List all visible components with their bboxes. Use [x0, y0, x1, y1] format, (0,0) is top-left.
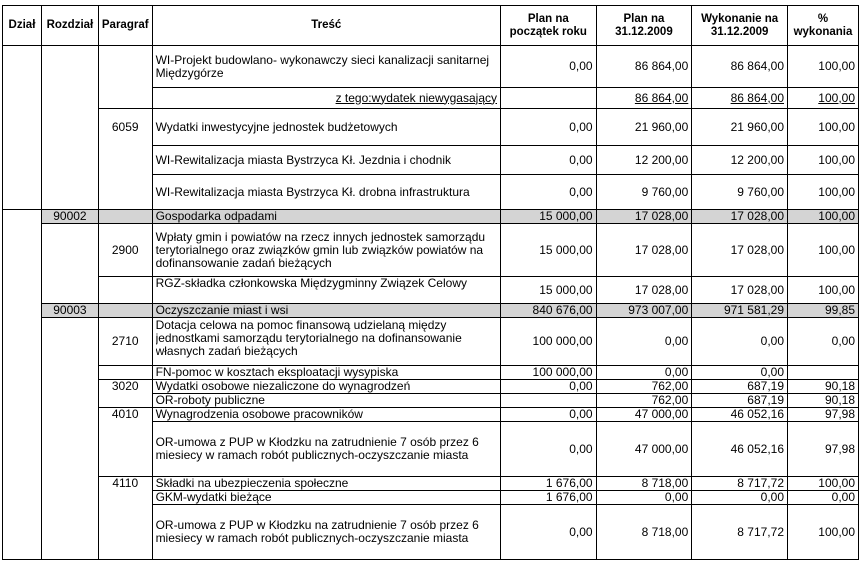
cell-tresc: Oczyszczanie miast i wsi: [152, 304, 500, 318]
cell-wykonanie: 17 028,00: [692, 210, 788, 224]
cell-plan-end: 762,00: [596, 394, 692, 408]
table-row: [3, 277, 859, 304]
cell-wykonanie: 21 960,00: [692, 109, 788, 146]
cell-rozdzial: 90002: [41, 210, 98, 224]
table-row-section: [3, 304, 859, 318]
cell-plan-start: 15 000,00: [501, 277, 597, 304]
cell-procent: 100,00: [788, 224, 859, 277]
cell-plan-start: 15 000,00: [501, 210, 597, 224]
cell-dzial: [3, 210, 42, 224]
cell-wykonanie: 86 864,00: [692, 88, 788, 109]
cell-plan-start: 1 676,00: [501, 477, 597, 491]
cell-tresc: WI-Projekt budowlano- wykonawczy sieci kanalizacji sanitarnej Międzygórze: [152, 46, 500, 88]
cell-paragraf: 3020: [98, 380, 152, 394]
cell-wykonanie: 46 052,16: [692, 422, 788, 477]
cell-plan-end: 17 028,00: [596, 224, 692, 277]
cell-paragraf: [98, 366, 152, 380]
cell-paragraf: 6059: [98, 109, 152, 146]
cell-procent: 0,00: [788, 318, 859, 366]
header-row: [3, 6, 859, 46]
cell-tresc: [152, 277, 500, 304]
cell-wykonanie: 86 864,00: [692, 46, 788, 88]
table-row: [3, 318, 859, 366]
cell-paragraf: [98, 277, 152, 304]
cell-dzial: [3, 146, 42, 175]
cell-dzial: [3, 109, 42, 146]
cell-plan-end: 21 960,00: [596, 109, 692, 146]
table-row: [3, 422, 859, 477]
cell-wykonanie: 687,19: [692, 394, 788, 408]
cell-wykonanie: 17 028,00: [692, 224, 788, 277]
cell-wykonanie: 0,00: [692, 366, 788, 380]
cell-tresc: OR-umowa z PUP w Kłodzku na zatrudnienie 7 osób przez 6 miesiecy w ramach robót publicznych-oczyszczanie miasta: [152, 505, 500, 560]
cell-dzial: [3, 277, 42, 304]
cell-paragraf: 2710: [98, 318, 152, 366]
header-procent: % wykonania: [788, 6, 859, 46]
cell-wykonanie: 8 717,72: [692, 505, 788, 560]
cell-rozdzial: [41, 491, 98, 505]
cell-procent: 100,00: [788, 477, 859, 491]
cell-plan-end: 86 864,00: [596, 46, 692, 88]
cell-paragraf: [98, 210, 152, 224]
cell-dzial: [3, 491, 42, 505]
cell-wykonanie: 687,19: [692, 380, 788, 394]
budget-table: [2, 5, 859, 560]
cell-rozdzial: [41, 46, 98, 88]
cell-rozdzial: [41, 109, 98, 146]
cell-paragraf: [98, 491, 152, 505]
cell-procent: 100,00: [788, 46, 859, 88]
table-row: [3, 394, 859, 408]
table-row: [3, 224, 859, 277]
cell-plan-start: [501, 88, 597, 109]
header-dzial: Dział: [3, 6, 42, 46]
cell-wykonanie: 971 581,29: [692, 304, 788, 318]
table-row: [3, 88, 859, 109]
cell-wykonanie: 0,00: [692, 318, 788, 366]
cell-rozdzial: [41, 380, 98, 394]
cell-paragraf: 2900: [98, 224, 152, 277]
table-row-section: [3, 210, 859, 224]
cell-plan-start: 0,00: [501, 380, 597, 394]
cell-tresc: [152, 318, 500, 366]
cell-dzial: [3, 175, 42, 210]
cell-plan-end: 86 864,00: [596, 88, 692, 109]
cell-rozdzial: [41, 505, 98, 560]
cell-dzial: [3, 505, 42, 560]
cell-paragraf: [98, 394, 152, 408]
cell-plan-end: 47 000,00: [596, 408, 692, 422]
cell-rozdzial: [41, 366, 98, 380]
cell-wykonanie: 8 717,72: [692, 477, 788, 491]
cell-procent: 100,00: [788, 505, 859, 560]
cell-paragraf: [98, 505, 152, 560]
cell-tresc: Wydatki inwestycyjne jednostek budżetowych: [152, 109, 500, 146]
cell-paragraf: [98, 422, 152, 477]
table-row: [3, 46, 859, 88]
header-rozdzial: Rozdział: [41, 6, 98, 46]
header-paragraf: Paragraf: [98, 6, 152, 46]
cell-plan-start: [501, 394, 597, 408]
cell-tresc: Wynagrodzenia osobowe pracowników: [152, 408, 500, 422]
cell-rozdzial: [41, 146, 98, 175]
cell-plan-start: 840 676,00: [501, 304, 597, 318]
cell-plan-end: 8 718,00: [596, 505, 692, 560]
cell-rozdzial: 90003: [41, 304, 98, 318]
table-row: [3, 505, 859, 560]
cell-paragraf: [98, 46, 152, 88]
cell-rozdzial: [41, 318, 98, 366]
cell-rozdzial: [41, 277, 98, 304]
cell-wykonanie: 17 028,00: [692, 277, 788, 304]
cell-tresc: z tego:wydatek niewygasający: [152, 88, 500, 109]
cell-dzial: [3, 422, 42, 477]
tresc-text: Dotacja celowa na pomoc finansową udzielaną między jednostkami samorządu terytorialnego na dofinansowanie własnych zadań bieżących: [155, 318, 462, 358]
cell-tresc: WI-Rewitalizacja miasta Bystrzyca Kł. Jezdnia i chodnik: [152, 146, 500, 175]
cell-tresc: FN-pomoc w kosztach eksploatacji wysypiska: [152, 366, 500, 380]
cell-rozdzial: [41, 224, 98, 277]
header-plan-end: Plan na 31.12.2009: [596, 6, 692, 46]
cell-procent: 100,00: [788, 175, 859, 210]
header-plan-start: Plan na początek roku: [501, 6, 597, 46]
cell-procent: [788, 366, 859, 380]
cell-plan-end: 12 200,00: [596, 146, 692, 175]
cell-procent: 90,18: [788, 380, 859, 394]
cell-plan-end: 9 760,00: [596, 175, 692, 210]
cell-procent: 100,00: [788, 109, 859, 146]
cell-plan-start: 0,00: [501, 175, 597, 210]
cell-wykonanie: 9 760,00: [692, 175, 788, 210]
cell-paragraf: [98, 146, 152, 175]
cell-plan-start: 100 000,00: [501, 318, 597, 366]
cell-plan-start: 0,00: [501, 505, 597, 560]
cell-tresc: WI-Rewitalizacja miasta Bystrzyca Kł. drobna infrastruktura: [152, 175, 500, 210]
cell-plan-end: 0,00: [596, 491, 692, 505]
cell-tresc: Gospodarka odpadami: [152, 210, 500, 224]
cell-dzial: [3, 408, 42, 422]
cell-plan-start: 0,00: [501, 408, 597, 422]
table-row: [3, 146, 859, 175]
cell-paragraf: 4010: [98, 408, 152, 422]
cell-tresc: GKM-wydatki bieżące: [152, 491, 500, 505]
cell-dzial: [3, 88, 42, 109]
cell-plan-start: 0,00: [501, 46, 597, 88]
cell-wykonanie: 46 052,16: [692, 408, 788, 422]
cell-procent: 100,00: [788, 88, 859, 109]
tresc-text: RGZ-składka członkowska Międzygminny Związek Celowy: [155, 277, 467, 290]
cell-tresc: Wpłaty gmin i powiatów na rzecz innych jednostek samorządu terytorialnego oraz związków gmin lub związków powiatów na dofinansowanie zadań bieżących: [152, 224, 500, 277]
cell-plan-end: 762,00: [596, 380, 692, 394]
cell-dzial: [3, 394, 42, 408]
cell-dzial: [3, 224, 42, 277]
cell-rozdzial: [41, 88, 98, 109]
cell-plan-end: 17 028,00: [596, 277, 692, 304]
table-row: [3, 366, 859, 380]
cell-plan-end: 0,00: [596, 318, 692, 366]
cell-procent: 99,85: [788, 304, 859, 318]
cell-procent: 100,00: [788, 277, 859, 304]
cell-paragraf: [98, 88, 152, 109]
cell-rozdzial: [41, 175, 98, 210]
table-row: [3, 175, 859, 210]
cell-plan-end: 8 718,00: [596, 477, 692, 491]
cell-plan-end: 47 000,00: [596, 422, 692, 477]
cell-tresc: OR-umowa z PUP w Kłodzku na zatrudnienie 7 osób przez 6 miesiecy w ramach robót publicznych-oczyszczanie miasta: [152, 422, 500, 477]
cell-procent: 97,98: [788, 408, 859, 422]
header-tresc: Treść: [152, 6, 500, 46]
cell-plan-end: 0,00: [596, 366, 692, 380]
cell-procent: 0,00: [788, 491, 859, 505]
cell-dzial: [3, 46, 42, 88]
cell-paragraf: [98, 175, 152, 210]
cell-plan-start: 0,00: [501, 146, 597, 175]
cell-tresc: OR-roboty publiczne: [152, 394, 500, 408]
cell-plan-start: 0,00: [501, 109, 597, 146]
cell-paragraf: 4110: [98, 477, 152, 491]
cell-paragraf: [98, 304, 152, 318]
cell-procent: 90,18: [788, 394, 859, 408]
header-wykonanie: Wykonanie na 31.12.2009: [692, 6, 788, 46]
cell-dzial: [3, 380, 42, 394]
cell-tresc: Składki na ubezpieczenia społeczne: [152, 477, 500, 491]
cell-wykonanie: 0,00: [692, 491, 788, 505]
table-row: [3, 408, 859, 422]
cell-dzial: [3, 304, 42, 318]
cell-procent: 100,00: [788, 210, 859, 224]
table-row: [3, 491, 859, 505]
cell-rozdzial: [41, 408, 98, 422]
cell-rozdzial: [41, 477, 98, 491]
cell-rozdzial: [41, 422, 98, 477]
cell-dzial: [3, 318, 42, 366]
cell-dzial: [3, 477, 42, 491]
cell-plan-start: 100 000,00: [501, 366, 597, 380]
cell-procent: 97,98: [788, 422, 859, 477]
cell-tresc: Wydatki osobowe niezaliczone do wynagrodzeń: [152, 380, 500, 394]
cell-plan-start: 0,00: [501, 422, 597, 477]
cell-procent: 100,00: [788, 146, 859, 175]
cell-plan-start: 15 000,00: [501, 224, 597, 277]
table-row: [3, 477, 859, 491]
cell-plan-end: 973 007,00: [596, 304, 692, 318]
cell-wykonanie: 12 200,00: [692, 146, 788, 175]
cell-dzial: [3, 366, 42, 380]
cell-rozdzial: [41, 394, 98, 408]
table-row: [3, 109, 859, 146]
cell-plan-end: 17 028,00: [596, 210, 692, 224]
table-row: [3, 380, 859, 394]
cell-plan-start: 1 676,00: [501, 491, 597, 505]
